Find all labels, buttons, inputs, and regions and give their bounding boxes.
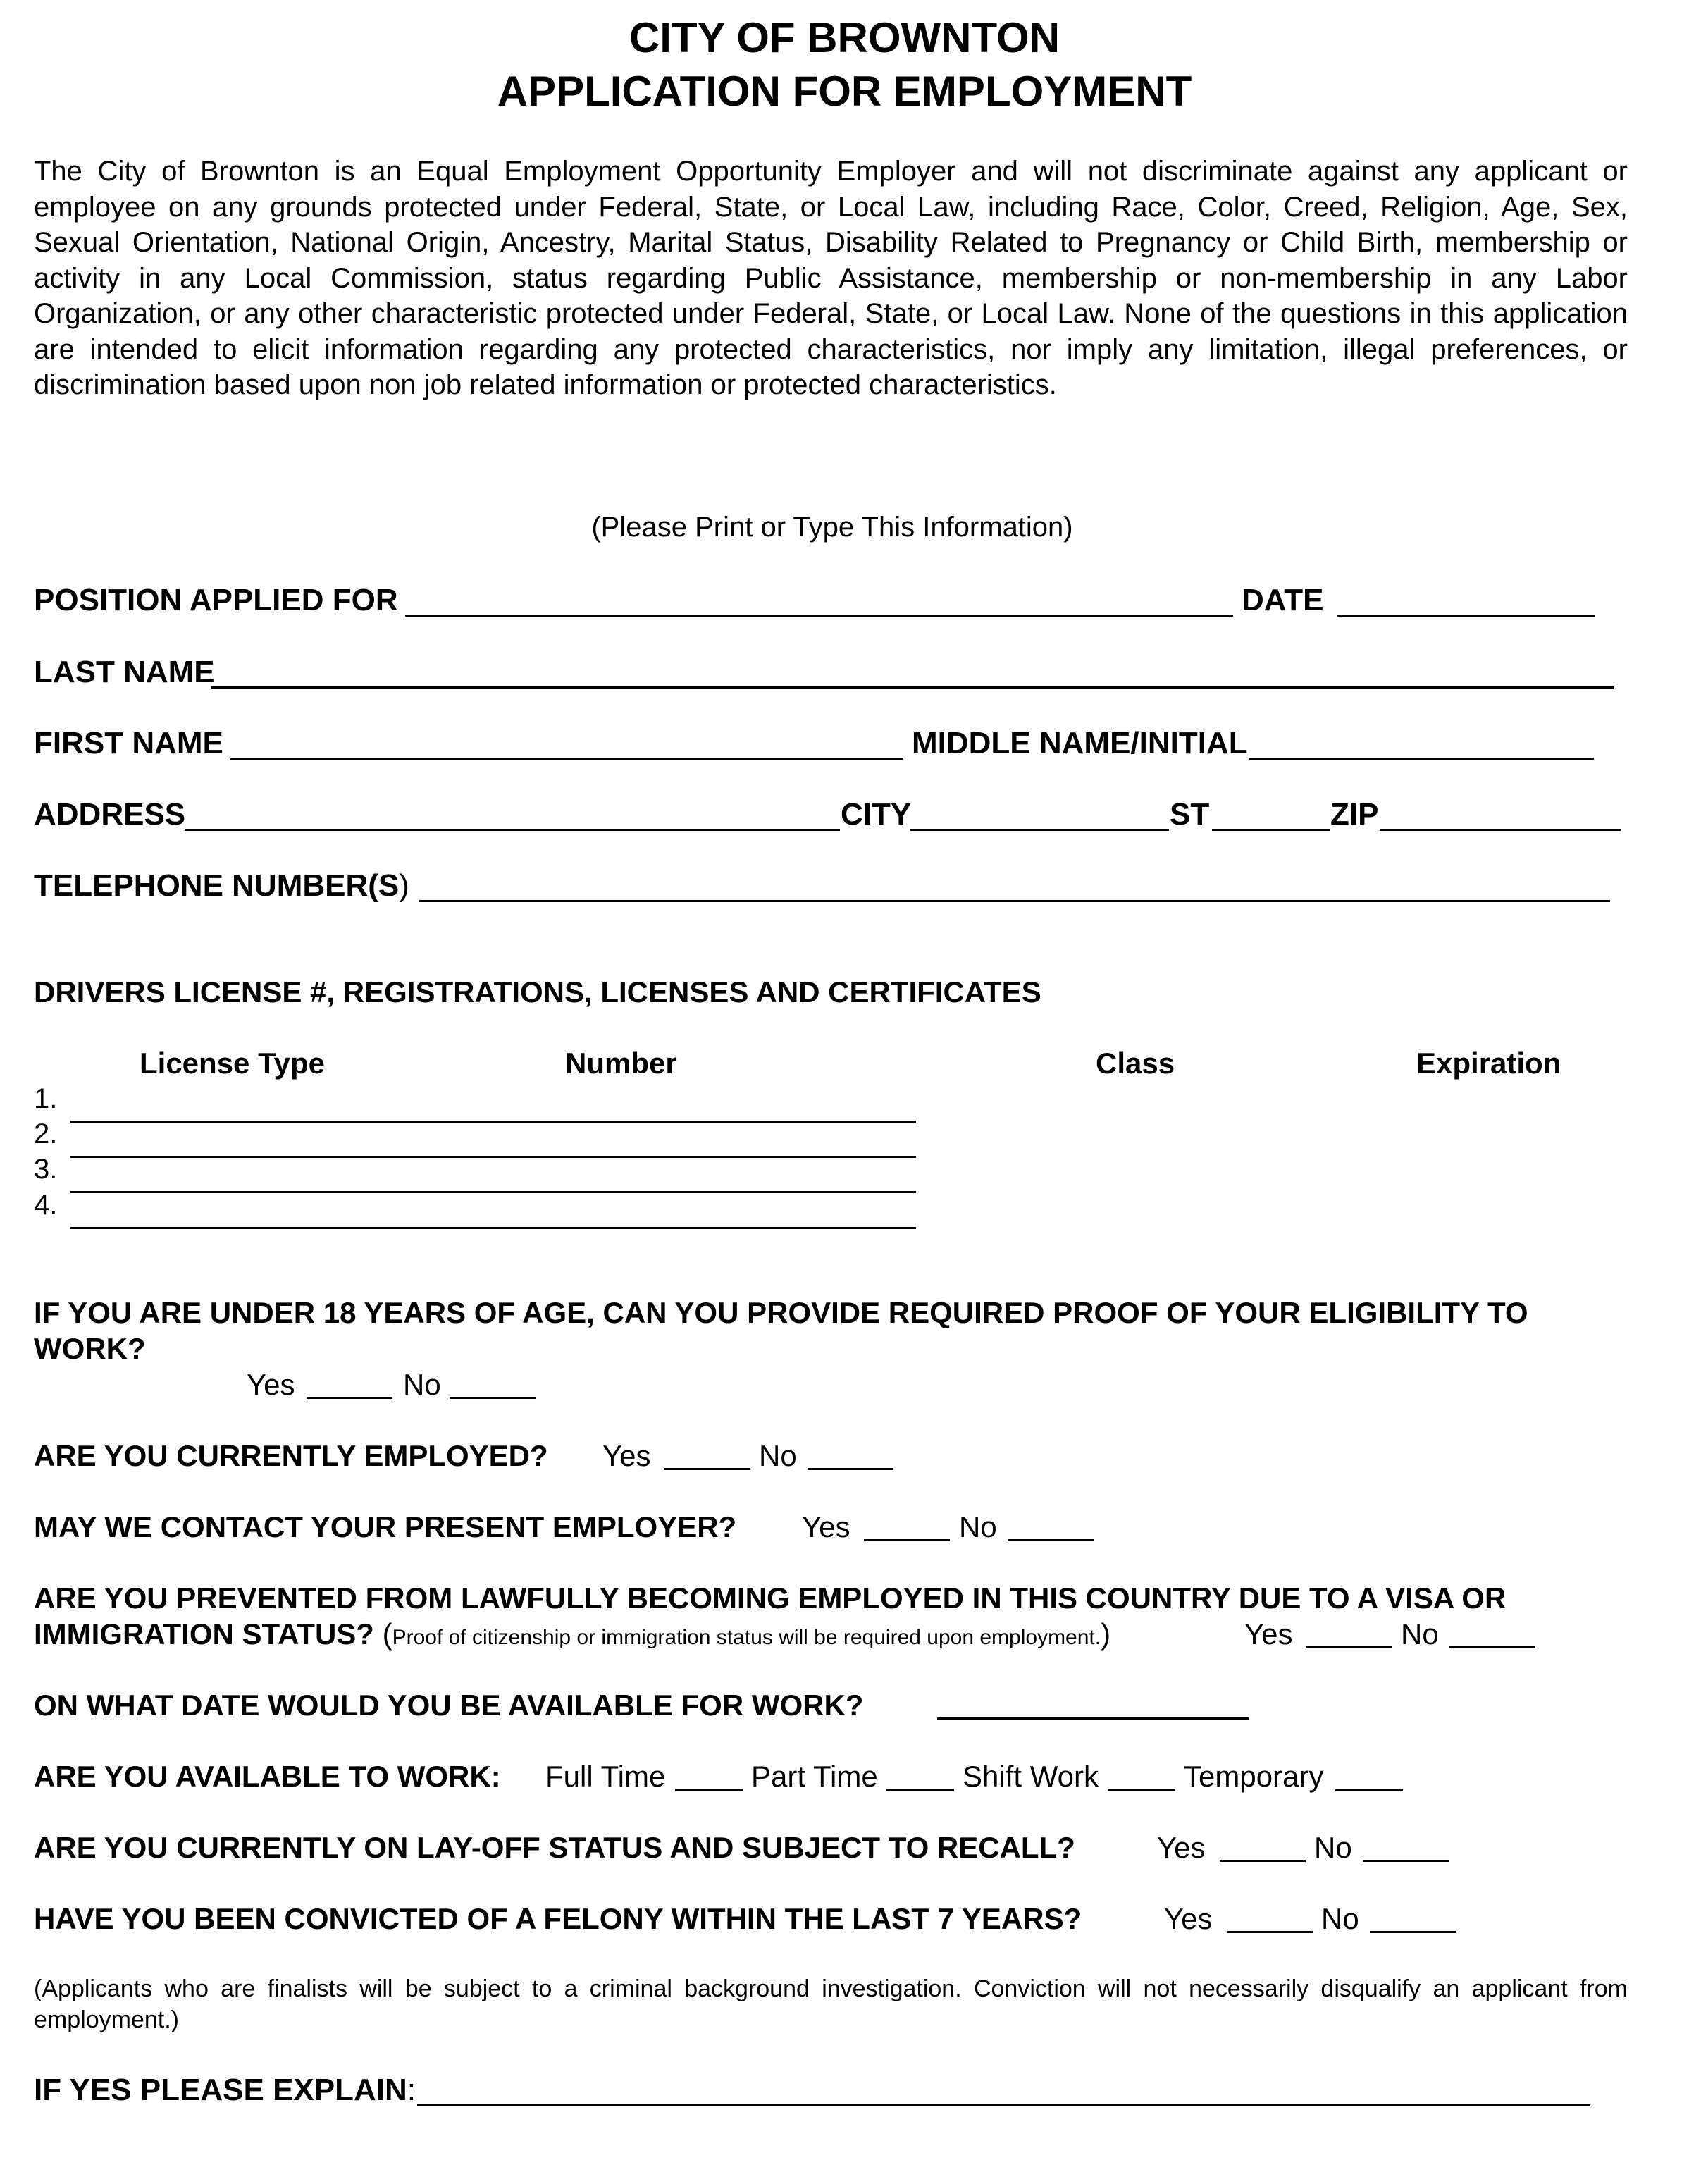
contact-employer-yes-field[interactable] [864,1539,950,1541]
explain-field[interactable] [417,2104,1590,2106]
telephone-label: TELEPHONE NUMBER(S [34,868,400,903]
license-row-field[interactable] [70,1191,916,1193]
yes-label: Yes [802,1510,850,1543]
license-row-field[interactable] [70,1227,916,1229]
licenses-heading: DRIVERS LICENSE #, REGISTRATIONS, LICENSES AND CERTIFICATES [34,975,1041,1008]
under18-no-field[interactable] [450,1397,536,1399]
prevented-note-open: ( [382,1617,392,1651]
temporary-label: Temporary [1184,1760,1324,1793]
no-label: No [959,1510,997,1543]
prevented-note: Proof of citizenship or immigration status will be required upon employment. [392,1626,1101,1649]
under18-yes-field[interactable] [307,1397,392,1399]
license-row-field[interactable] [70,1156,916,1158]
no-label: No [1321,1902,1359,1935]
middle-name-label: MIDDLE NAME/INITIAL [912,726,1248,760]
no-label: No [759,1439,797,1472]
felony-note: (Applicants who are finalists will be subject to a criminal background investigation. Conviction will not necessarily disqualify an applicant from employment.) [34,1975,1628,2033]
address-label: ADDRESS [34,797,186,832]
available-type-question: ARE YOU AVAILABLE TO WORK: [34,1760,501,1793]
temporary-field[interactable] [1335,1789,1403,1791]
available-date-question: ON WHAT DATE WOULD YOU BE AVAILABLE FOR WORK? [34,1689,864,1722]
telephone-field[interactable] [419,900,1610,902]
license-row-number: 2. [34,1118,58,1149]
employed-question: ARE YOU CURRENTLY EMPLOYED? [34,1439,548,1472]
no-label: No [1314,1831,1352,1864]
prevented-question-line1: ARE YOU PREVENTED FROM LAWFULLY BECOMING EMPLOYED IN THIS COUNTRY DUE TO A VISA OR [34,1581,1507,1615]
prevented-no-field[interactable] [1449,1646,1535,1648]
city-label: CITY [841,797,912,832]
available-date-field[interactable] [937,1717,1249,1720]
middle-name-field[interactable] [1249,758,1594,760]
shift-work-field[interactable] [1108,1789,1175,1791]
employed-no-field[interactable] [808,1468,893,1470]
under18-question-line2: WORK? [34,1332,146,1365]
yes-label: Yes [1164,1902,1213,1935]
layoff-question: ARE YOU CURRENTLY ON LAY-OFF STATUS AND SUBJECT TO RECALL? [34,1831,1075,1864]
license-row-number: 4. [34,1190,58,1221]
felony-question: HAVE YOU BEEN CONVICTED OF A FELONY WITHIN THE LAST 7 YEARS? [34,1902,1082,1935]
state-label: ST [1170,797,1210,832]
position-field[interactable] [405,615,1233,617]
layoff-yes-field[interactable] [1220,1860,1306,1862]
yes-label: Yes [1244,1617,1293,1651]
layoff-no-field[interactable] [1363,1860,1449,1862]
position-label: POSITION APPLIED FOR [34,583,398,617]
form-title-line2: APPLICATION FOR EMPLOYMENT [497,68,1192,115]
contact-employer-no-field[interactable] [1008,1539,1094,1541]
license-row-number: 3. [34,1154,58,1185]
class-column-header: Class [1096,1047,1175,1080]
explain-colon: : [407,2073,416,2107]
full-time-field[interactable] [675,1789,743,1791]
prevented-note-close: ) [1101,1617,1111,1651]
telephone-label-wrap [34,868,409,904]
last-name-label: LAST NAME [34,655,215,689]
zip-label: ZIP [1330,797,1379,832]
license-type-column-header: License Type [140,1047,325,1080]
date-label: DATE [1242,583,1324,617]
license-row-number: 1. [34,1083,58,1114]
state-field[interactable] [1212,829,1330,831]
yes-label: Yes [602,1439,651,1472]
telephone-label-paren: ) [399,868,409,903]
first-name-label: FIRST NAME [34,726,223,760]
print-instruction: (Please Print or Type This Information) [591,512,1073,543]
shift-work-label: Shift Work [963,1760,1099,1793]
felony-no-field[interactable] [1370,1931,1456,1933]
yes-label: Yes [247,1368,295,1401]
expiration-column-header: Expiration [1416,1047,1561,1080]
explain-label: IF YES PLEASE EXPLAIN [34,2073,407,2107]
contact-employer-question: MAY WE CONTACT YOUR PRESENT EMPLOYER? [34,1510,737,1543]
employed-yes-field[interactable] [664,1468,750,1470]
city-field[interactable] [910,829,1169,831]
no-label: No [1401,1617,1439,1651]
address-field[interactable] [185,829,840,831]
last-name-field[interactable] [211,686,1614,689]
part-time-label: Part Time [751,1760,878,1793]
prevented-question-label: IMMIGRATION STATUS? [34,1617,374,1651]
part-time-field[interactable] [886,1789,954,1791]
eeo-statement: The City of Brownton is an Equal Employment Opportunity Employer and will not discriminate against any applicant or employee on any grounds protected under Federal, State, or Local Law, including Race, Color, Creed, Religion, Age, Sex, Sexual Orientation, National Origin, Ancestry, Marital Status, Disability Related to Pregnancy or Child Birth, membership or activity in any Local Commission, status regarding Public Assistance, membership or non-membership in any Labor Organization, or any other characteristic protected under Federal, State, or Local Law. None of the questions in this application are intended to elicit information regarding any protected characteristics, nor imply any limitation, illegal preferences, or discrimination based upon non job related information or protected characteristics. [34,156,1628,400]
full-time-label: Full Time [545,1760,666,1793]
prevented-question-line2 [34,1617,1110,1655]
first-name-field[interactable] [230,758,903,760]
date-field[interactable] [1337,615,1595,617]
explain-label-wrap [34,2072,416,2109]
zip-field[interactable] [1380,829,1621,831]
felony-yes-field[interactable] [1227,1931,1313,1933]
prevented-yes-field[interactable] [1306,1646,1392,1648]
under18-question-line1: IF YOU ARE UNDER 18 YEARS OF AGE, CAN YOU PROVIDE REQUIRED PROOF OF YOUR ELIGIBILITY TO [34,1296,1528,1329]
form-title-line1: CITY OF BROWNTON [629,14,1060,61]
no-label: No [403,1368,441,1401]
license-row-field[interactable] [70,1121,916,1123]
number-column-header: Number [565,1047,677,1080]
yes-label: Yes [1157,1831,1206,1864]
